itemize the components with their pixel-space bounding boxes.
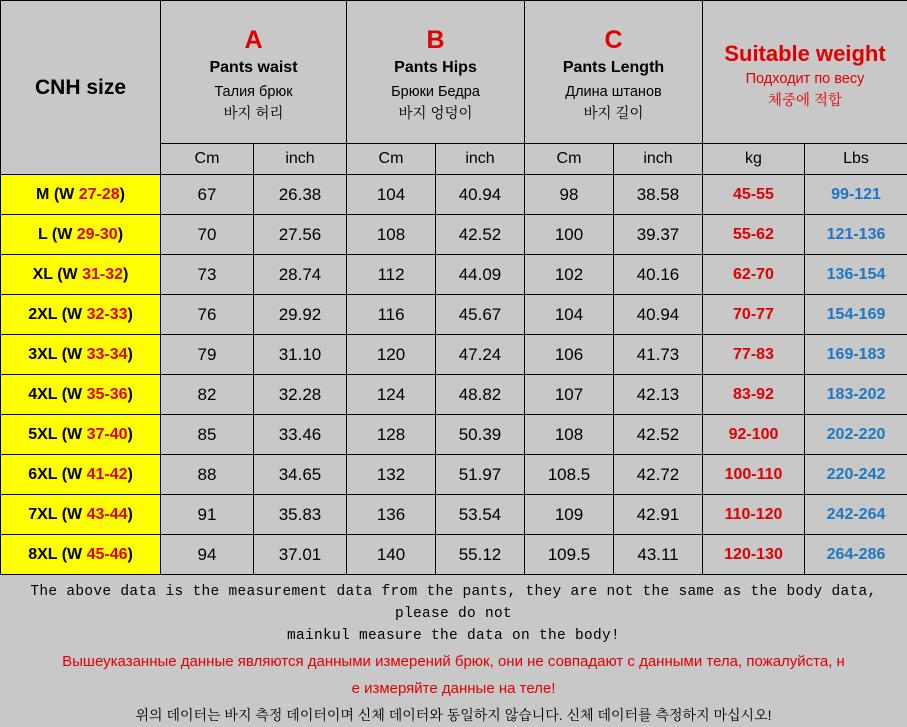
table-row <box>1 215 907 255</box>
table-row <box>1 335 907 375</box>
cell-length-cm: 100 <box>525 215 614 255</box>
size-prefix: L (W <box>38 226 77 243</box>
table-row <box>1 175 907 215</box>
unit-waist-cm: Cm <box>161 144 254 175</box>
cell-hips-cm: 124 <box>347 375 436 415</box>
size-prefix: 7XL (W <box>28 506 86 523</box>
cell-waist-inch: 29.92 <box>254 295 347 335</box>
table-row <box>1 295 907 335</box>
cell-hips-cm: 116 <box>347 295 436 335</box>
size-suffix: ) <box>127 346 132 363</box>
group-ru-b: Брюки Бедра <box>347 81 524 103</box>
unit-hips-cm: Cm <box>347 144 436 175</box>
size-waist-range: 45-46 <box>87 546 128 563</box>
cell-length-inch: 42.72 <box>614 455 703 495</box>
cell-hips-inch: 48.82 <box>436 375 525 415</box>
cell-hips-inch: 40.94 <box>436 175 525 215</box>
cell-hips-inch: 51.97 <box>436 455 525 495</box>
cell-length-cm: 98 <box>525 175 614 215</box>
cell-hips-cm: 120 <box>347 335 436 375</box>
cell-weight-lbs: 154-169 <box>805 295 907 335</box>
size-prefix: M (W <box>36 186 79 203</box>
cell-weight-kg: 45-55 <box>703 175 805 215</box>
cell-waist-cm: 73 <box>161 255 254 295</box>
cell-length-inch: 41.73 <box>614 335 703 375</box>
cell-weight-lbs: 99-121 <box>805 175 907 215</box>
size-waist-range: 29-30 <box>77 226 118 243</box>
size-prefix: 3XL (W <box>28 346 86 363</box>
table-body <box>1 175 907 575</box>
header-group-row <box>1 1 907 144</box>
cell-hips-cm: 132 <box>347 455 436 495</box>
cell-waist-inch: 32.28 <box>254 375 347 415</box>
cell-length-cm: 104 <box>525 295 614 335</box>
cell-hips-inch: 44.09 <box>436 255 525 295</box>
cell-hips-inch: 42.52 <box>436 215 525 255</box>
cell-weight-lbs: 121-136 <box>805 215 907 255</box>
table-row <box>1 375 907 415</box>
cell-hips-cm: 140 <box>347 535 436 575</box>
note-en-line2: mainkul measure the data on the body! <box>8 625 899 647</box>
cell-waist-inch: 33.46 <box>254 415 347 455</box>
group-ko-weight: 체중에 적합 <box>703 90 907 112</box>
unit-weight-lbs: Lbs <box>805 144 907 175</box>
cell-hips-cm: 136 <box>347 495 436 535</box>
group-letter-c: C <box>525 25 702 55</box>
cell-waist-cm: 94 <box>161 535 254 575</box>
cell-hips-cm: 128 <box>347 415 436 455</box>
group-ko-b: 바지 엉덩이 <box>347 103 524 125</box>
size-waist-range: 41-42 <box>87 466 128 483</box>
table-row <box>1 535 907 575</box>
cell-weight-kg: 100-110 <box>703 455 805 495</box>
size-prefix: 8XL (W <box>28 546 86 563</box>
size-label-cell <box>1 295 161 335</box>
size-label-cell <box>1 215 161 255</box>
size-waist-range: 33-34 <box>87 346 128 363</box>
cell-waist-cm: 82 <box>161 375 254 415</box>
size-suffix: ) <box>127 386 132 403</box>
size-suffix: ) <box>127 466 132 483</box>
size-prefix: XL (W <box>33 266 82 283</box>
cell-hips-inch: 47.24 <box>436 335 525 375</box>
table-header <box>1 1 907 175</box>
size-suffix: ) <box>127 506 132 523</box>
cell-length-inch: 43.11 <box>614 535 703 575</box>
cell-weight-lbs: 242-264 <box>805 495 907 535</box>
group-letter-a: A <box>161 25 346 55</box>
header-group-length <box>525 1 703 144</box>
size-label-cell <box>1 415 161 455</box>
cell-length-inch: 40.94 <box>614 295 703 335</box>
size-prefix: 5XL (W <box>28 426 86 443</box>
cell-length-cm: 108.5 <box>525 455 614 495</box>
group-ko-a: 바지 허리 <box>161 103 346 125</box>
cell-waist-cm: 85 <box>161 415 254 455</box>
group-ru-c: Длина штанов <box>525 81 702 103</box>
cell-weight-kg: 120-130 <box>703 535 805 575</box>
corner-label-cell <box>1 1 161 175</box>
cell-weight-kg: 55-62 <box>703 215 805 255</box>
size-label-cell <box>1 255 161 295</box>
size-prefix: 2XL (W <box>28 306 86 323</box>
cell-weight-lbs: 264-286 <box>805 535 907 575</box>
size-label-cell <box>1 375 161 415</box>
cell-length-cm: 108 <box>525 415 614 455</box>
table-row <box>1 495 907 535</box>
header-group-hips <box>347 1 525 144</box>
unit-length-inch: inch <box>614 144 703 175</box>
cell-length-cm: 109.5 <box>525 535 614 575</box>
size-waist-range: 37-40 <box>87 426 128 443</box>
size-suffix: ) <box>123 266 128 283</box>
cell-waist-inch: 34.65 <box>254 455 347 495</box>
size-waist-range: 32-33 <box>87 306 128 323</box>
cell-weight-kg: 110-120 <box>703 495 805 535</box>
cell-weight-kg: 62-70 <box>703 255 805 295</box>
cell-hips-inch: 53.54 <box>436 495 525 535</box>
cell-waist-cm: 88 <box>161 455 254 495</box>
size-waist-range: 27-28 <box>79 186 120 203</box>
note-ru-line2: е измеряйте данные на теле! <box>8 677 899 701</box>
cell-hips-inch: 45.67 <box>436 295 525 335</box>
size-waist-range: 43-44 <box>87 506 128 523</box>
size-label-cell <box>1 175 161 215</box>
size-prefix: 4XL (W <box>28 386 86 403</box>
cell-length-inch: 39.37 <box>614 215 703 255</box>
table-row <box>1 415 907 455</box>
cell-length-cm: 107 <box>525 375 614 415</box>
cell-weight-kg: 77-83 <box>703 335 805 375</box>
table-row <box>1 255 907 295</box>
size-suffix: ) <box>118 226 123 243</box>
notes-block <box>0 575 907 727</box>
size-prefix: 6XL (W <box>28 466 86 483</box>
group-letter-b: B <box>347 25 524 55</box>
cell-hips-inch: 50.39 <box>436 415 525 455</box>
cell-hips-cm: 104 <box>347 175 436 215</box>
unit-length-cm: Cm <box>525 144 614 175</box>
cell-waist-cm: 79 <box>161 335 254 375</box>
cell-waist-inch: 37.01 <box>254 535 347 575</box>
cell-weight-lbs: 202-220 <box>805 415 907 455</box>
cell-length-cm: 109 <box>525 495 614 535</box>
unit-hips-inch: inch <box>436 144 525 175</box>
cell-length-inch: 42.52 <box>614 415 703 455</box>
size-suffix: ) <box>127 546 132 563</box>
size-label-cell <box>1 455 161 495</box>
size-label-cell <box>1 535 161 575</box>
cell-weight-lbs: 183-202 <box>805 375 907 415</box>
size-label-cell <box>1 335 161 375</box>
group-ru-weight: Подходит по весу <box>703 68 907 90</box>
cell-waist-cm: 76 <box>161 295 254 335</box>
cell-hips-cm: 112 <box>347 255 436 295</box>
cell-waist-cm: 91 <box>161 495 254 535</box>
cell-waist-inch: 26.38 <box>254 175 347 215</box>
group-en-b: Pants Hips <box>347 55 524 81</box>
cell-length-inch: 40.16 <box>614 255 703 295</box>
cell-waist-inch: 28.74 <box>254 255 347 295</box>
header-group-weight <box>703 1 907 144</box>
cell-waist-inch: 35.83 <box>254 495 347 535</box>
group-ko-c: 바지 길이 <box>525 103 702 125</box>
cell-weight-lbs: 136-154 <box>805 255 907 295</box>
cell-waist-inch: 31.10 <box>254 335 347 375</box>
group-en-a: Pants waist <box>161 55 346 81</box>
size-suffix: ) <box>127 426 132 443</box>
cell-weight-kg: 92-100 <box>703 415 805 455</box>
cell-weight-kg: 70-77 <box>703 295 805 335</box>
table-row <box>1 455 907 495</box>
size-waist-range: 31-32 <box>82 266 123 283</box>
size-label-cell <box>1 495 161 535</box>
cell-weight-lbs: 220-242 <box>805 455 907 495</box>
cell-waist-inch: 27.56 <box>254 215 347 255</box>
cell-waist-cm: 70 <box>161 215 254 255</box>
group-title-weight: Suitable weight <box>703 40 907 68</box>
note-ru-line1: Вышеуказанные данные являются данными измерений брюк, они не совпадают с данными тела, пожалуйста, н <box>8 650 899 674</box>
note-en-line1: The above data is the measurement data from the pants, they are not the same as the body data, please do not <box>8 581 899 625</box>
corner-label: CNH size <box>35 76 126 99</box>
header-group-waist <box>161 1 347 144</box>
group-en-c: Pants Length <box>525 55 702 81</box>
cell-length-inch: 38.58 <box>614 175 703 215</box>
cell-waist-cm: 67 <box>161 175 254 215</box>
cell-weight-lbs: 169-183 <box>805 335 907 375</box>
size-waist-range: 35-36 <box>87 386 128 403</box>
cell-hips-cm: 108 <box>347 215 436 255</box>
cell-length-inch: 42.91 <box>614 495 703 535</box>
cell-hips-inch: 55.12 <box>436 535 525 575</box>
group-ru-a: Талия брюк <box>161 81 346 103</box>
size-suffix: ) <box>120 186 125 203</box>
unit-weight-kg: kg <box>703 144 805 175</box>
note-ko-line1: 위의 데이터는 바지 측정 데이터이며 신체 데이터와 동일하지 않습니다. 신체 데이터를 측정하지 마십시오! <box>8 703 899 727</box>
cell-length-inch: 42.13 <box>614 375 703 415</box>
cell-weight-kg: 83-92 <box>703 375 805 415</box>
cell-length-cm: 102 <box>525 255 614 295</box>
size-suffix: ) <box>127 306 132 323</box>
cell-length-cm: 106 <box>525 335 614 375</box>
unit-waist-inch: inch <box>254 144 347 175</box>
